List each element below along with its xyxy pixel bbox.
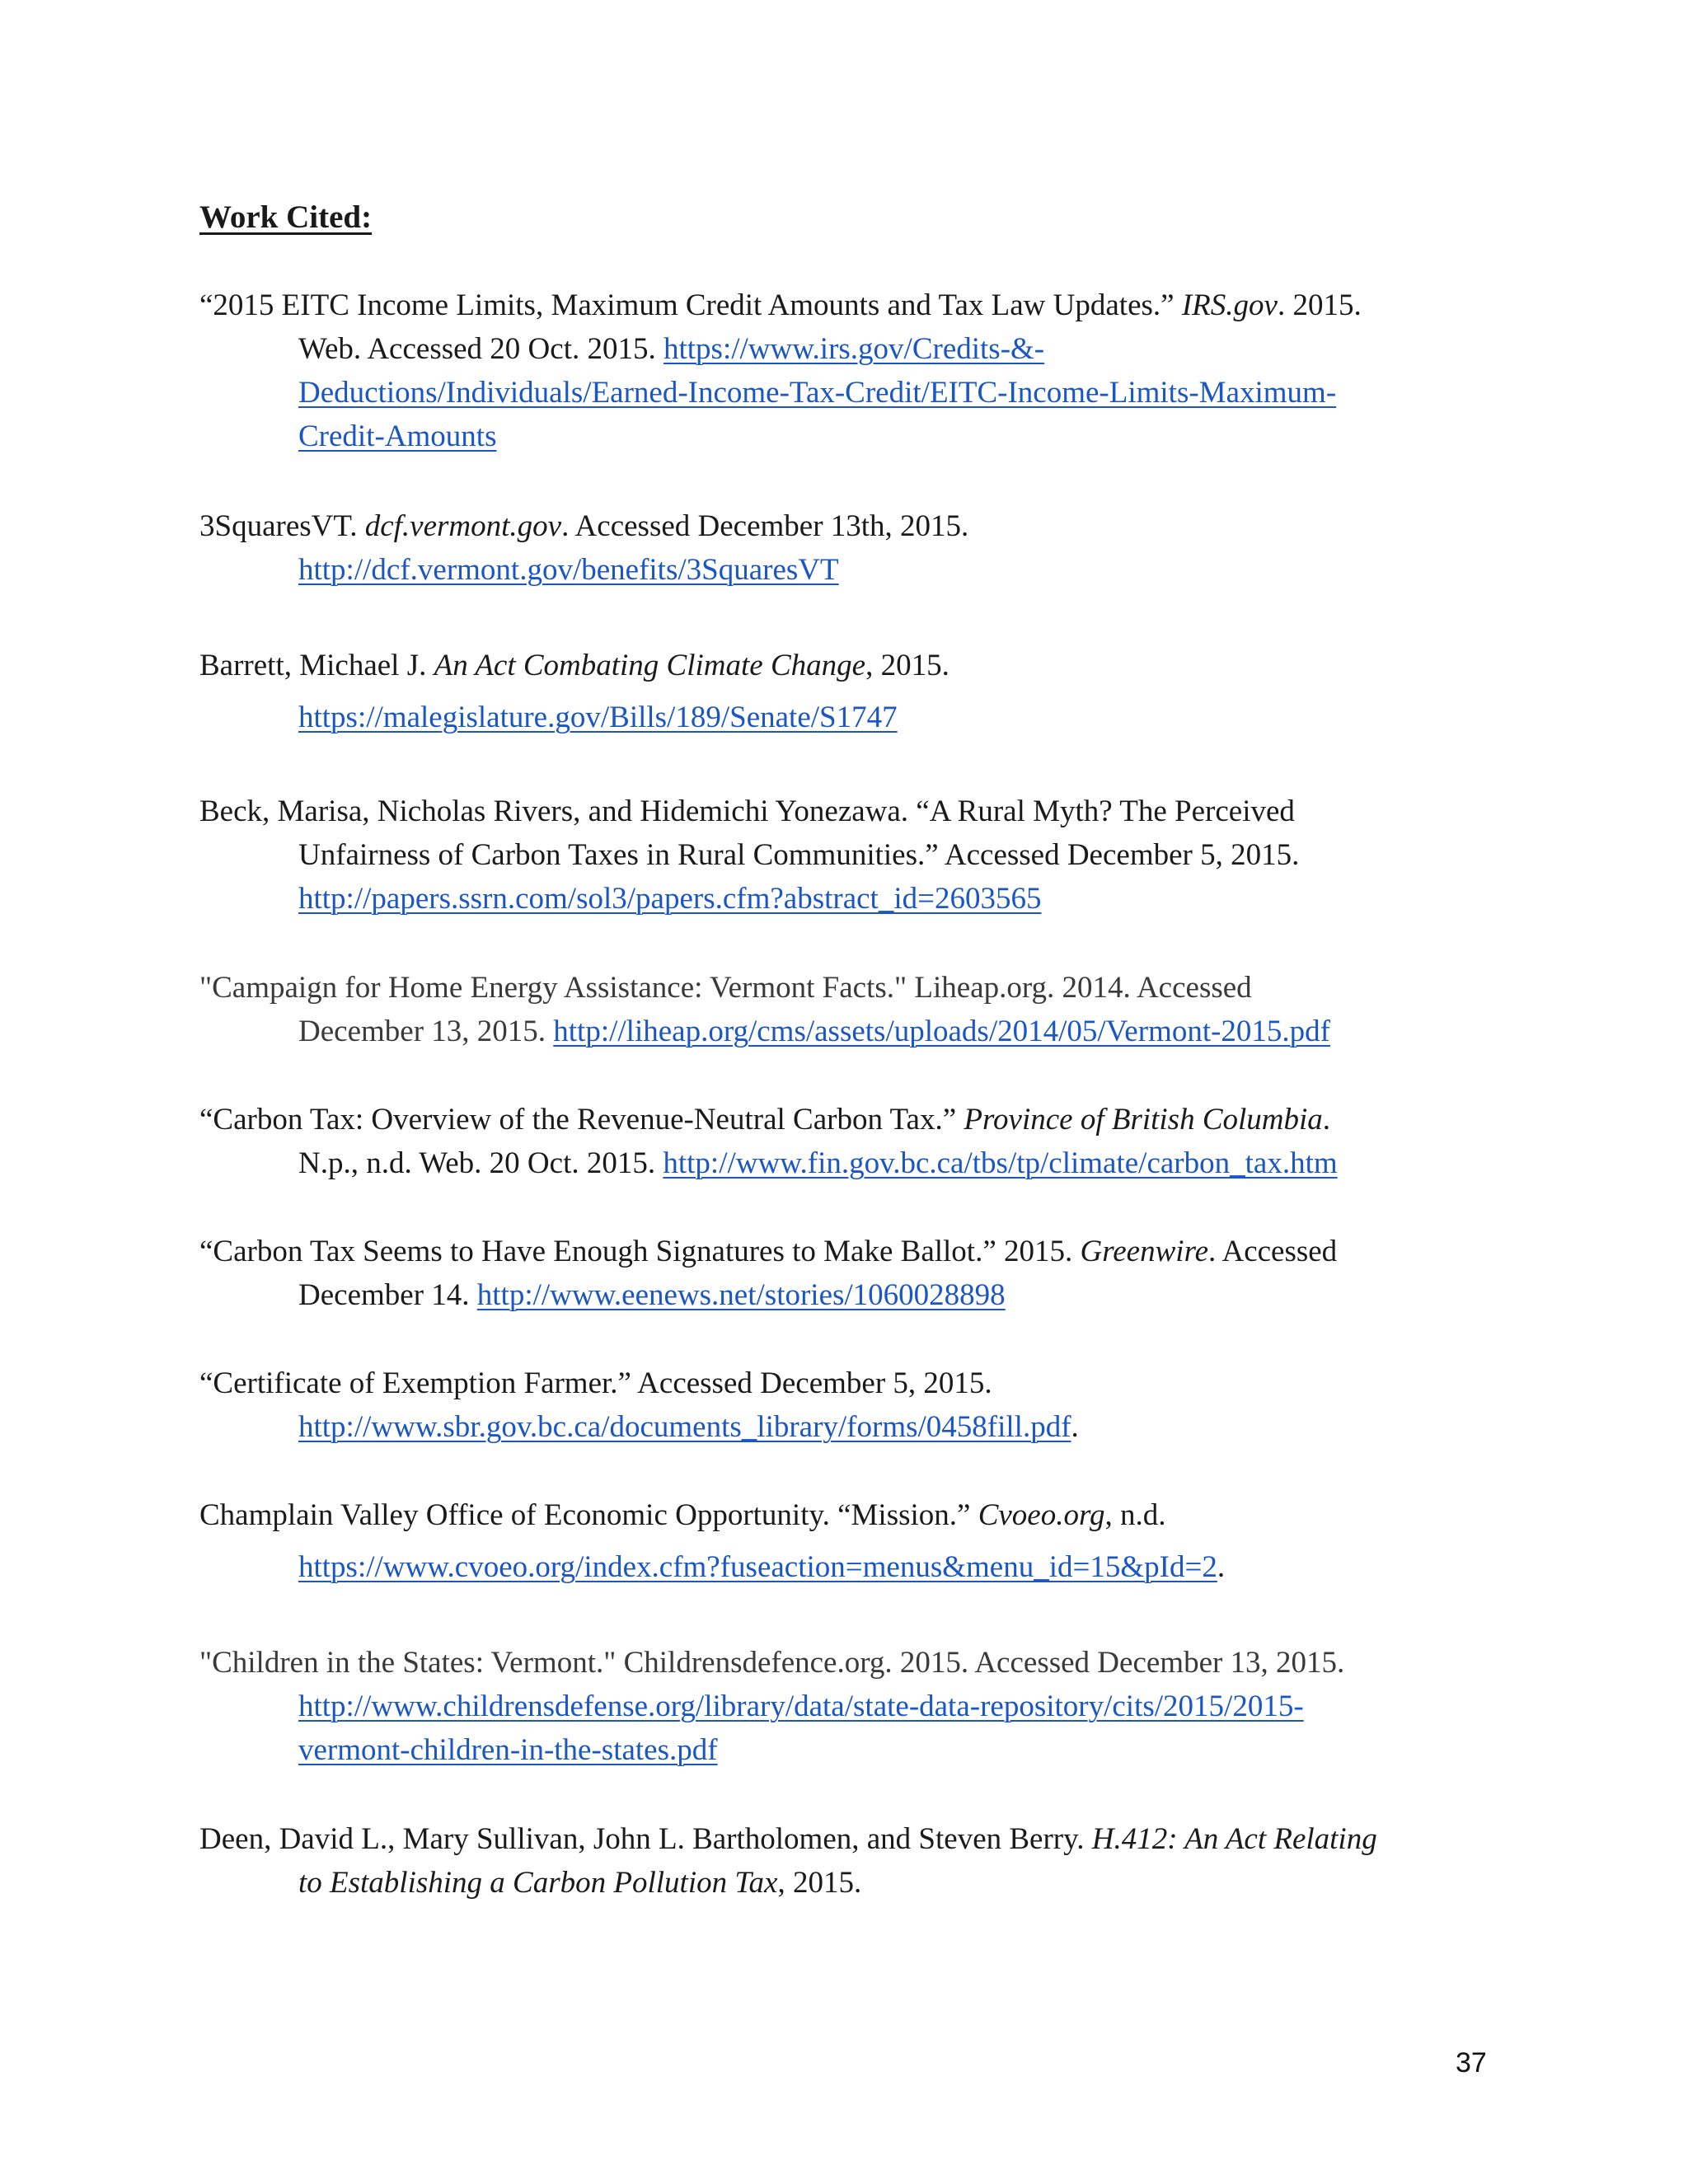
citation-source-title: dcf.vermont.gov [364, 509, 562, 543]
citation-text: “Certificate of Exemption Farmer.” Accessed December 5, 2015. [199, 1366, 992, 1400]
citation-text: Barrett, Michael J. [199, 649, 434, 682]
citation-text: Champlain Valley Office of Economic Opportunity. “Mission.” [199, 1498, 978, 1532]
citation-link[interactable]: http://www.eenews.net/stories/1060028898 [476, 1278, 1006, 1312]
citation-text: “Carbon Tax: Overview of the Revenue-Neutral Carbon Tax.” [199, 1103, 964, 1137]
citation-link[interactable]: http://www.sbr.gov.bc.ca/documents_library/forms/0458fill.pdf [298, 1410, 1071, 1444]
citation-text: . 2015. [1277, 288, 1362, 322]
citation-text: . [1322, 1103, 1331, 1137]
citation-link[interactable]: https://www.irs.gov/Credits-&- [663, 332, 1045, 366]
citation-entry-eitc [199, 284, 1510, 458]
citation-link[interactable]: https://www.cvoeo.org/index.cfm?fuseaction=menus&menu_id=15&pId=2 [298, 1550, 1217, 1584]
citation-source-title: H.412: An Act Relating [1091, 1822, 1377, 1856]
citation-text: "Children in the States: Vermont." Childrensdefence.org. 2015. Accessed December 13, 2015. [199, 1646, 1345, 1680]
citation-link[interactable]: http://dcf.vermont.gov/benefits/3SquaresVT [298, 553, 839, 587]
citation-text: Beck, Marisa, Nicholas Rivers, and Hidemichi Yonezawa. “A Rural Myth? The Perceived [199, 794, 1295, 828]
page-number: 37 [1456, 2047, 1487, 2079]
citation-text: December 14. [298, 1278, 477, 1312]
citation-entry-liheap [199, 966, 1510, 1053]
citation-source-title: Cvoeo.org [978, 1498, 1105, 1532]
citation-link[interactable]: vermont-children-in-the-states.pdf [298, 1733, 718, 1767]
citation-link[interactable]: http://www.fin.gov.bc.ca/tbs/tp/climate/carbon_tax.htm [663, 1146, 1338, 1180]
citation-text: . [1217, 1550, 1226, 1584]
citation-text: , n.d. [1104, 1498, 1166, 1532]
citation-text: "Campaign for Home Energy Assistance: Vermont Facts." Liheap.org. 2014. Accessed [199, 971, 1252, 1005]
citation-link[interactable]: http://papers.ssrn.com/sol3/papers.cfm?abstract_id=2603565 [298, 882, 1042, 916]
citation-entry-childrens-defense [199, 1641, 1510, 1772]
citation-link[interactable]: https://malegislature.gov/Bills/189/Senate/S1747 [298, 701, 898, 734]
citation-entry-certificate-farmer [199, 1361, 1510, 1449]
citation-link[interactable]: Credit-Amounts [298, 419, 497, 453]
citation-text: , 2015. [865, 649, 950, 682]
citation-text: Web. Accessed 20 Oct. 2015. [298, 332, 663, 366]
citation-source-title: Greenwire [1080, 1235, 1209, 1268]
citation-entry-cvoeo [199, 1493, 1510, 1589]
citation-entry-3squaresvt [199, 504, 1510, 592]
citation-text: “Carbon Tax Seems to Have Enough Signatures to Make Ballot.” 2015. [199, 1235, 1081, 1268]
citation-source-title: IRS.gov [1181, 288, 1278, 322]
citation-link[interactable]: Deductions/Individuals/Earned-Income-Tax-Credit/EITC-Income-Limits-Maximum- [298, 376, 1337, 410]
citation-text: 3SquaresVT. [199, 509, 365, 543]
citation-source-title: An Act Combating Climate Change [434, 649, 866, 682]
citation-text: “2015 EITC Income Limits, Maximum Credit Amounts and Tax Law Updates.” [199, 288, 1182, 322]
citation-text: , 2015. [777, 1866, 862, 1900]
citation-text: December 13, 2015. [298, 1015, 554, 1048]
citation-text: Deen, David L., Mary Sullivan, John L. Bartholomen, and Steven Berry. [199, 1822, 1092, 1856]
citation-text: N.p., n.d. Web. 20 Oct. 2015. [298, 1146, 663, 1180]
citation-entry-barrett [199, 644, 1510, 739]
works-cited-heading: Work Cited: [199, 199, 373, 235]
citation-source-title: Province of British Columbia [964, 1103, 1323, 1137]
citation-entry-carbon-tax-bc [199, 1098, 1510, 1185]
citation-link[interactable]: http://www.childrensdefense.org/library/data/state-data-repository/cits/2015/2015- [298, 1690, 1304, 1723]
citation-entry-beck [199, 790, 1510, 921]
citation-entry-deen [199, 1817, 1510, 1905]
citation-text: Unfairness of Carbon Taxes in Rural Communities.” Accessed December 5, 2015. [298, 838, 1300, 872]
citation-entry-greenwire [199, 1230, 1510, 1317]
citation-text: . [1071, 1410, 1079, 1444]
citation-source-title: to Establishing a Carbon Pollution Tax [298, 1866, 778, 1900]
citation-link[interactable]: http://liheap.org/cms/assets/uploads/2014/05/Vermont-2015.pdf [553, 1015, 1330, 1048]
citation-text: . Accessed [1208, 1235, 1338, 1268]
citation-text: . Accessed December 13th, 2015. [561, 509, 969, 543]
